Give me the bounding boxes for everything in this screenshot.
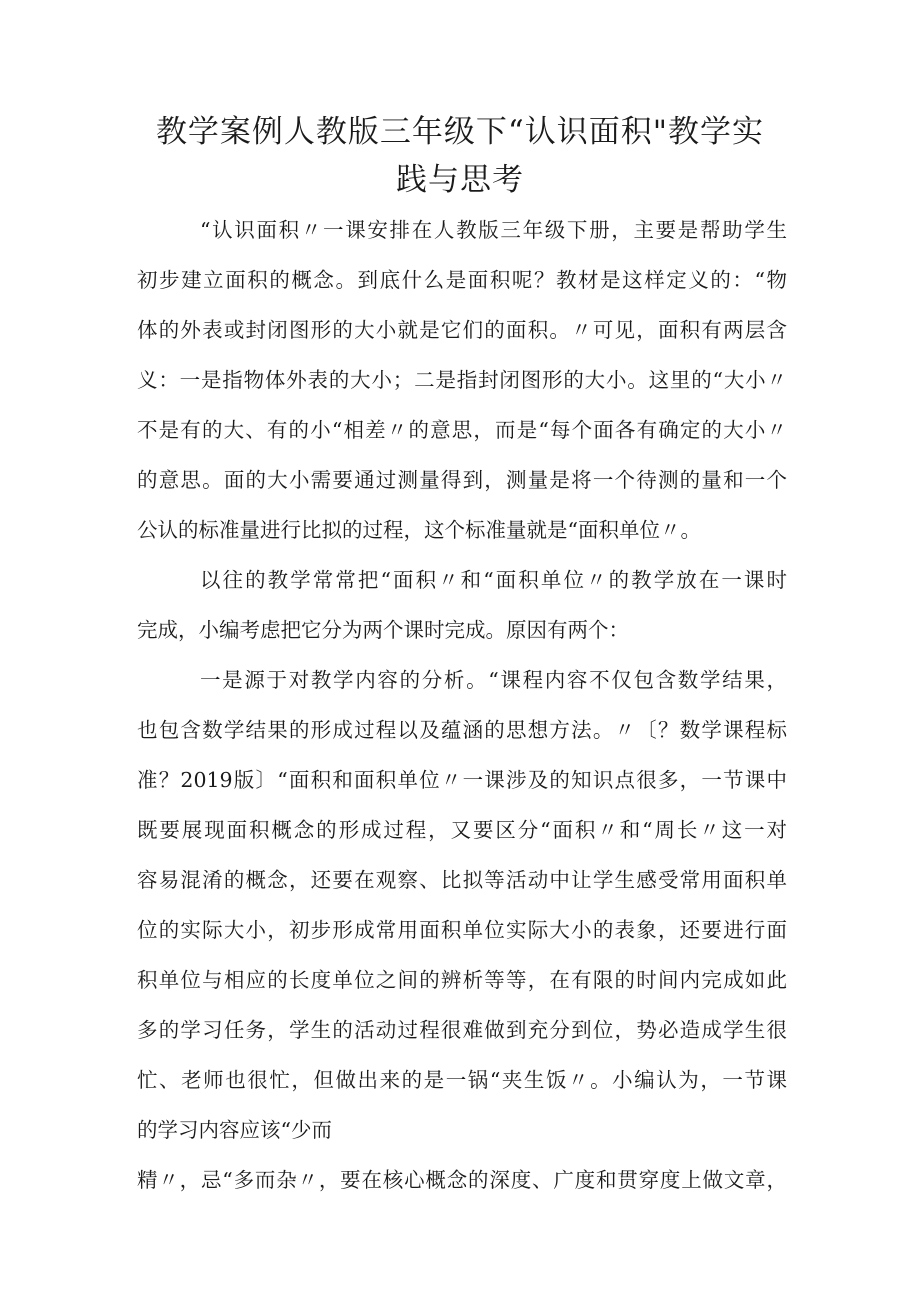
paragraph-3-line-4: 既要展现面积概念的形成过程，又要区分“面积〃和“周长〃这一对 [137,818,787,842]
paragraph-1-line-7: 公认的标准量进行比拟的过程，这个标准量就是“面积单位〃。 [137,518,701,542]
paragraph-3-line-1: 一是源于对教学内容的分析。“课程内容不仅包含数学结果， [200,668,787,692]
paragraph-1-line-2: 初步建立面积的概念。到底什么是面积呢？教材是这样定义的：“物 [137,268,787,292]
paragraph-3-line-10: 的学习内容应该“少而 [137,1118,332,1142]
paragraph-3-line-5: 容易混淆的概念，还要在观察、比拟等活动中让学生感受常用面积单 [137,868,787,892]
paragraph-3-line-11: 精〃，忌“多而杂〃，要在核心概念的深度、广度和贯穿度上做文章， [137,1168,787,1192]
paragraph-1-line-6: 的意思。面的大小需要通过测量得到，测量是将一个待测的量和一个 [137,468,787,492]
paragraph-3-line-7: 积单位与相应的长度单位之间的辨析等等，在有限的时间内完成如此 [137,968,787,992]
document-title-line-1: 教学案例人教版三年级下“认识面积"教学实 [155,114,765,150]
paragraph-3-line-8: 多的学习任务，学生的活动过程很难做到充分到位，势必造成学生很 [137,1018,787,1042]
paragraph-2-line-2: 完成，小编考虑把它分为两个课时完成。原因有两个： [137,618,629,642]
paragraph-3-line-9: 忙、老师也很忙，但做出来的是一锅“夹生饭〃。小编认为，一节课 [137,1068,787,1092]
paragraph-1-line-4: 义：一是指物体外表的大小；二是指封闭图形的大小。这里的“大小〃 [137,368,787,392]
paragraph-1-line-1: “认识面积〃一课安排在人教版三年级下册，主要是帮助学生 [200,218,787,242]
paragraph-2-line-1: 以往的教学常常把“面积〃和“面积单位〃的教学放在一课时 [200,568,787,592]
paragraph-3-line-3: 准？2019版〕“面积和面积单位〃一课涉及的知识点很多，一节课中 [137,768,787,792]
paragraph-1-line-3: 体的外表或封闭图形的大小就是它们的面积。〃可见，面积有两层含 [137,318,787,342]
paragraph-1-line-5: 不是有的大、有的小“相差〃的意思，而是“每个面各有确定的大小〃 [137,418,787,442]
paragraph-3-line-6: 位的实际大小，初步形成常用面积单位实际大小的表象，还要进行面 [137,918,787,942]
paragraph-3-line-2: 也包含数学结果的形成过程以及蕴涵的思想方法。〃〔？数学课程标 [137,718,787,742]
document-title-line-2: 践与思考 [396,162,524,198]
